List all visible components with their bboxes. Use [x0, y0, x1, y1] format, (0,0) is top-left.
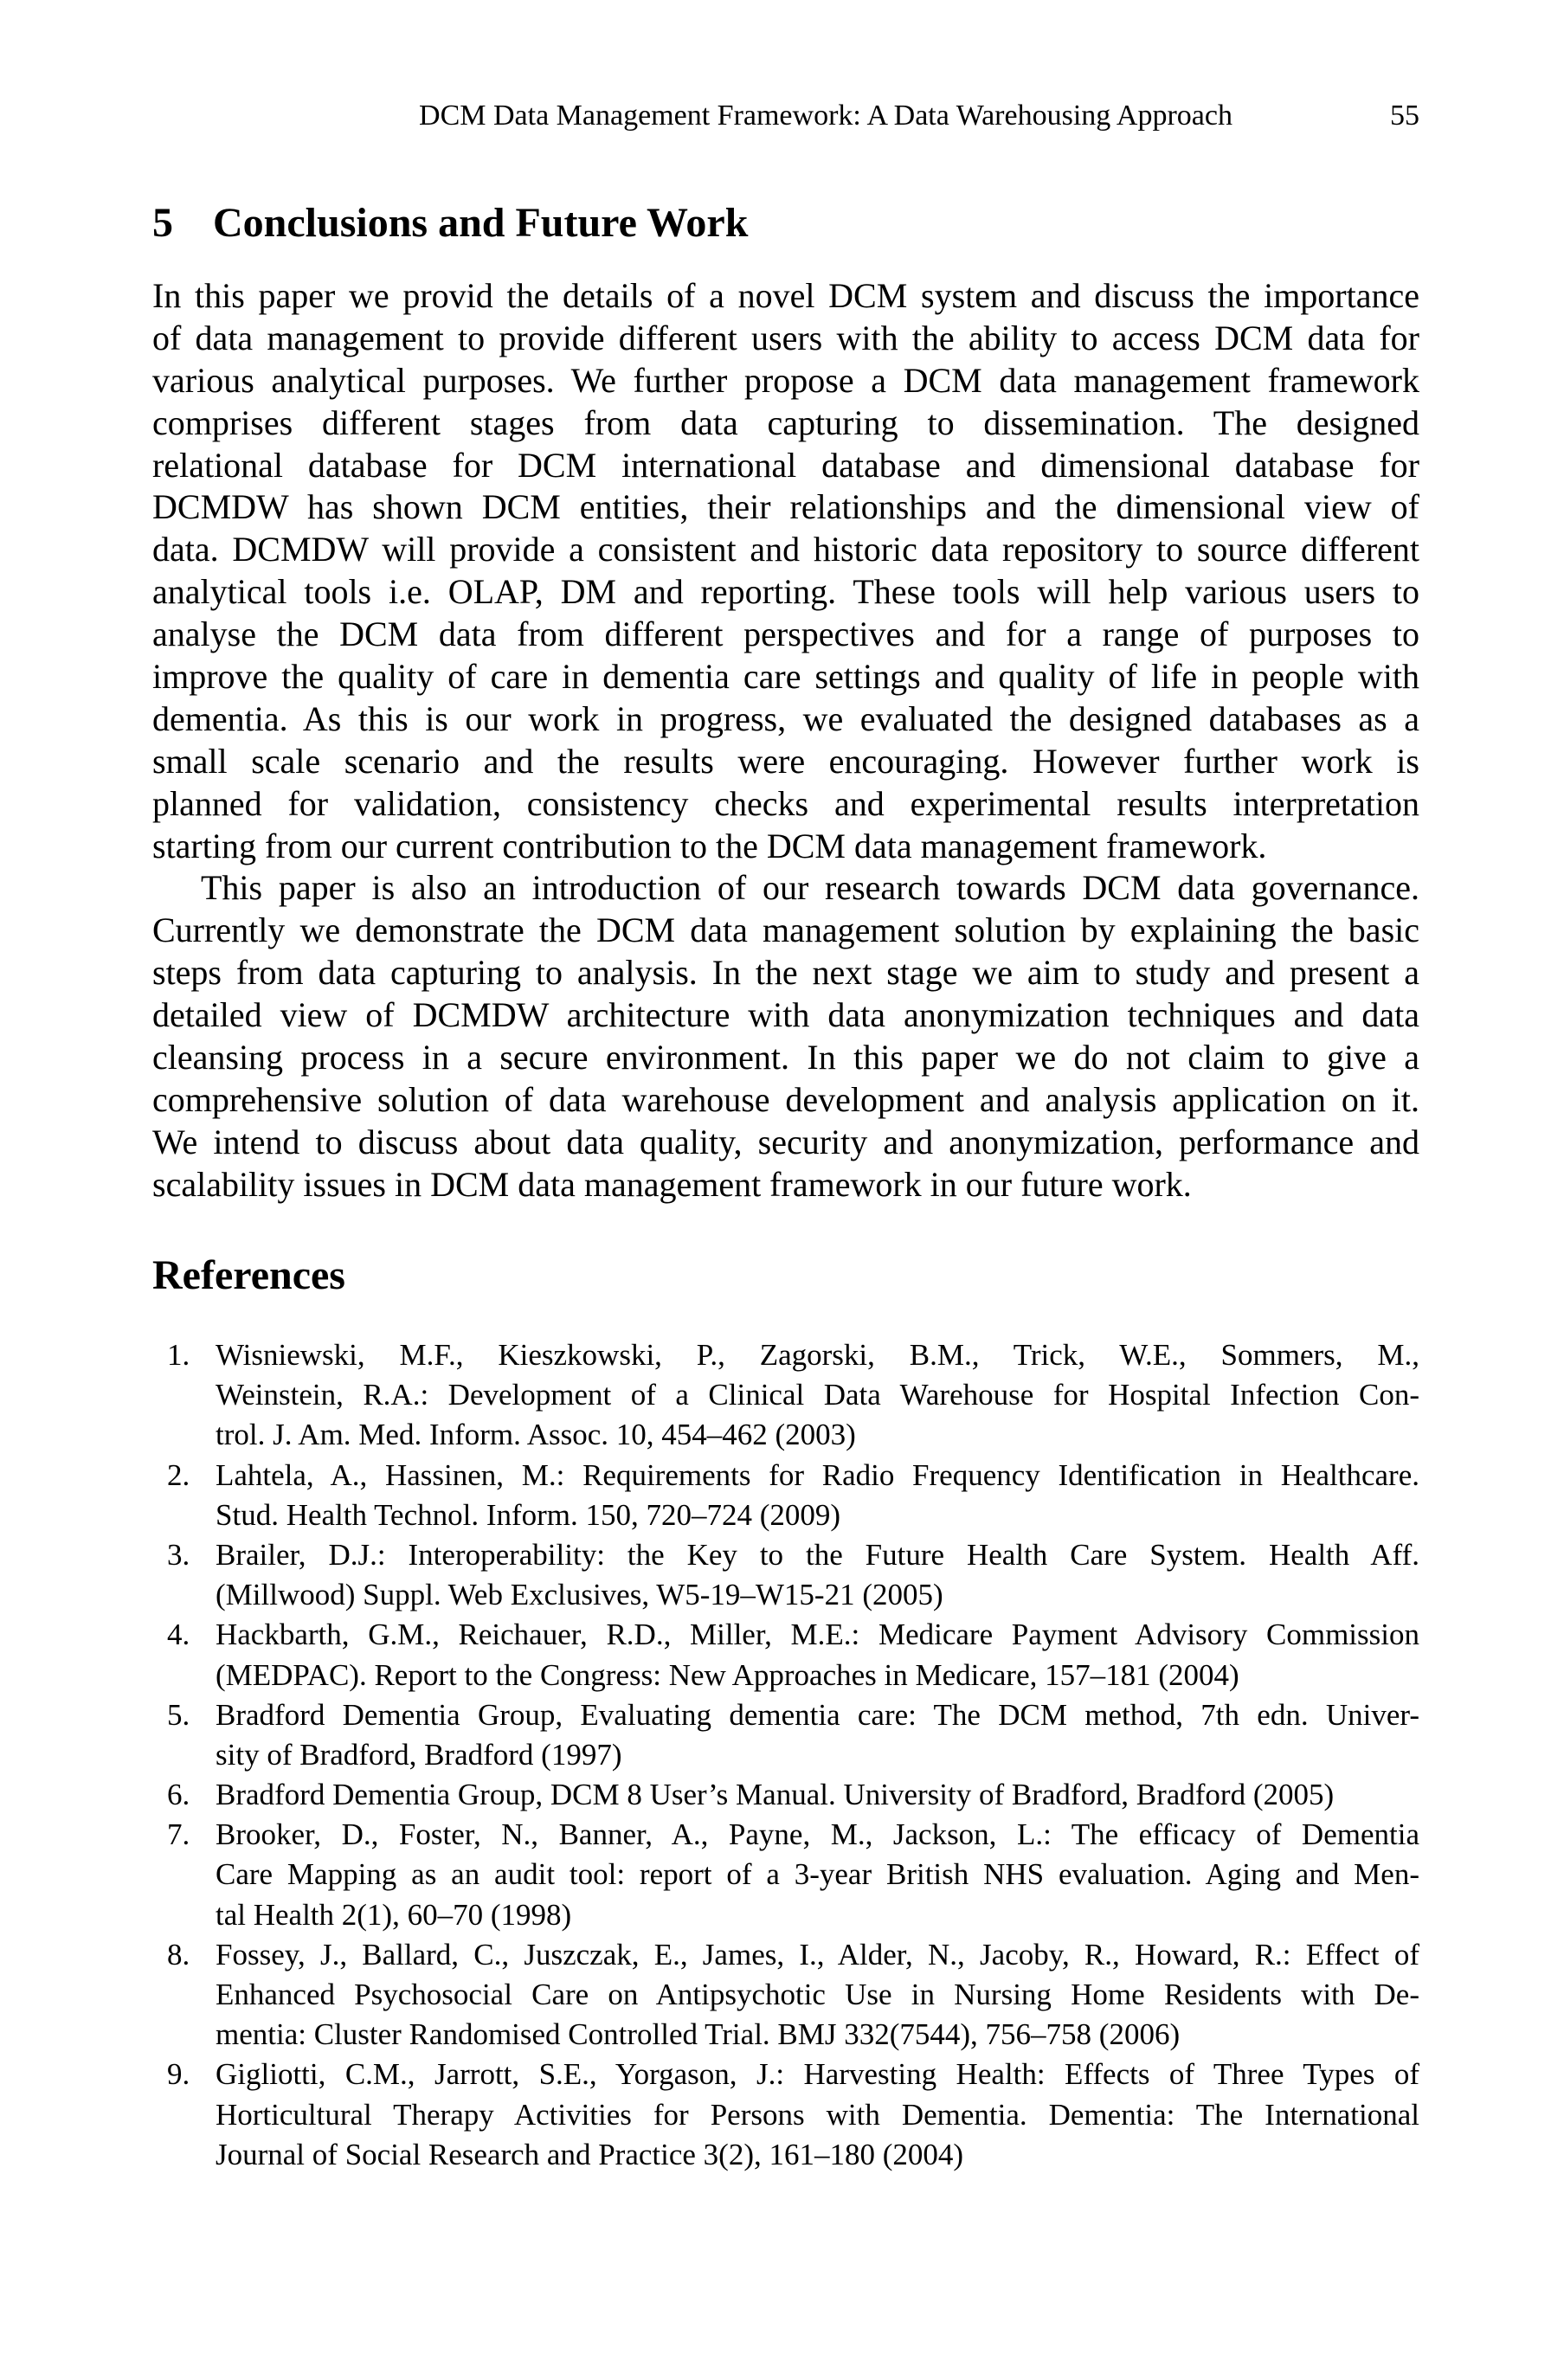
reference-text	[216, 1535, 1419, 1615]
reference-item	[152, 1935, 1419, 2055]
body-text	[152, 275, 1419, 1206]
reference-text	[216, 1335, 1419, 1456]
reference-text	[216, 1775, 1419, 1815]
text-line: Horticultural Therapy Activities for Persons with Dementia. Dementia: The International	[216, 2097, 1419, 2132]
text-line: In this paper we provid the details of a novel DCM system and discuss the importance	[152, 276, 1419, 315]
text-line: tal Health 2(1), 60–70 (1998)	[216, 1897, 572, 1932]
reference-text	[216, 2055, 1419, 2175]
text-line: Brooker, D., Foster, N., Banner, A., Payne, M., Jackson, L.: The efficacy of Dementia	[216, 1817, 1419, 1852]
section-heading	[152, 199, 1419, 248]
references-list	[152, 1335, 1419, 2175]
reference-item	[152, 1815, 1419, 1935]
reference-item	[152, 1456, 1419, 1535]
paragraph-2	[152, 867, 1419, 1206]
text-line: Bradford Dementia Group, DCM 8 User’s Manual. University of Bradford, Bradford (2005)	[216, 1778, 1335, 1812]
text-line: various analytical purposes. We further propose a DCM data management framework	[152, 360, 1419, 400]
reference-item	[152, 1775, 1419, 1815]
text-line: small scale scenario and the results were encouraging. However further work is	[152, 741, 1419, 781]
text-line: comprises different stages from data capturing to dissemination. The designed	[152, 402, 1419, 442]
text-line: DCMDW has shown DCM entities, their relationships and the dimensional view of	[152, 487, 1419, 527]
text-line: analytical tools i.e. OLAP, DM and reporting. These tools will help various users to	[152, 572, 1419, 612]
text-line: scalability issues in DCM data management framework in our future work.	[152, 1164, 1192, 1204]
text-line: Weinstein, R.A.: Development of a Clinical Data Warehouse for Hospital Infection Con-	[216, 1378, 1419, 1412]
reference-text	[216, 1935, 1419, 2055]
text-line: relational database for DCM international database and dimensional database for	[152, 445, 1419, 485]
reference-number: 2.	[167, 1457, 190, 1492]
text-line: comprehensive solution of data warehouse development and analysis application on it.	[152, 1079, 1419, 1119]
reference-text	[216, 1615, 1419, 1695]
reference-number: 6.	[167, 1778, 190, 1812]
text-line: dementia. As this is our work in progress, we evaluated the designed databases as a	[152, 698, 1419, 738]
text-line: Currently we demonstrate the DCM data management solution by explaining the basic	[152, 910, 1419, 950]
text-line: data. DCMDW will provide a consistent and historic data repository to source different	[152, 530, 1419, 569]
text-line: (MEDPAC). Report to the Congress: New Approaches in Medicare, 157–181 (2004)	[216, 1657, 1239, 1692]
reference-item	[152, 2055, 1419, 2175]
text-line: Care Mapping as an audit tool: report of a 3-year British NHS evaluation. Aging and Men-	[216, 1857, 1419, 1892]
section-number: 5	[152, 200, 173, 246]
text-line: planned for validation, consistency checks and experimental results interpretation	[152, 783, 1419, 823]
text-line: (Millwood) Suppl. Web Exclusives, W5-19–W15-21 (2005)	[216, 1578, 943, 1612]
reference-item	[152, 1695, 1419, 1775]
reference-number: 5.	[167, 1697, 190, 1732]
text-line: of data management to provide different users with the ability to access DCM data for	[152, 318, 1419, 357]
text-line: improve the quality of care in dementia care settings and quality of life in people with	[152, 657, 1419, 697]
reference-item	[152, 1615, 1419, 1695]
text-line: This paper is also an introduction of our research towards DCM data governance.	[201, 868, 1419, 908]
references-heading: References	[152, 1252, 345, 1298]
text-line: Enhanced Psychosocial Care on Antipsychotic Use in Nursing Home Residents with De-	[216, 1978, 1419, 2011]
text-line: mentia: Cluster Randomised Controlled Trial. BMJ 332(7544), 756–758 (2006)	[216, 2017, 1181, 2052]
text-line: sity of Bradford, Bradford (1997)	[216, 1737, 622, 1772]
reference-text	[216, 1695, 1419, 1775]
text-line: Fossey, J., Ballard, C., Juszczak, E., James, I., Alder, N., Jacoby, R., Howard, R.: Effect of	[216, 1937, 1419, 1972]
reference-text	[216, 1815, 1419, 1935]
running-head	[152, 98, 1419, 134]
reference-text	[216, 1456, 1419, 1535]
reference-item	[152, 1335, 1419, 1456]
paragraph-1	[152, 275, 1419, 867]
text-line: steps from data capturing to analysis. In the next stage we aim to study and present a	[152, 953, 1419, 993]
text-line: Lahtela, A., Hassinen, M.: Requirements for Radio Frequency Identification in Healthcare.	[216, 1457, 1419, 1492]
text-line: Hackbarth, G.M., Reichauer, R.D., Miller, M.E.: Medicare Payment Advisory Commission	[216, 1618, 1419, 1652]
text-line: Wisniewski, M.F., Kieszkowski, P., Zagorski, B.M., Trick, W.E., Sommers, M.,	[216, 1338, 1419, 1372]
running-head-title: DCM Data Management Framework: A Data Warehousing Approach	[419, 100, 1232, 132]
text-line: analyse the DCM data from different perspectives and for a range of purposes to	[152, 614, 1419, 654]
section-title: Conclusions and Future Work	[213, 200, 749, 246]
text-line: Brailer, D.J.: Interoperability: the Key to the Future Health Care System. Health Aff.	[216, 1537, 1419, 1572]
text-line: starting from our current contribution to the DCM data management framework.	[152, 826, 1267, 865]
text-line: We intend to discuss about data quality, security and anonymization, performance and	[152, 1122, 1419, 1161]
text-line: Journal of Social Research and Practice 3(2), 161–180 (2004)	[216, 2137, 964, 2171]
text-line: Gigliotti, C.M., Jarrott, S.E., Yorgason, J.: Harvesting Health: Effects of Three Types of	[216, 2057, 1419, 2092]
reference-number: 9.	[167, 2057, 190, 2092]
text-line: Bradford Dementia Group, Evaluating dementia care: The DCM method, 7th edn. Univer-	[216, 1697, 1419, 1732]
reference-item	[152, 1535, 1419, 1615]
reference-number: 8.	[167, 1937, 190, 1972]
reference-number: 1.	[167, 1338, 190, 1372]
reference-number: 4.	[167, 1618, 190, 1652]
text-line: cleansing process in a secure environment. In this paper we do not claim to give a	[152, 1038, 1419, 1077]
reference-number: 3.	[167, 1537, 190, 1572]
text-line: trol. J. Am. Med. Inform. Assoc. 10, 454–462 (2003)	[216, 1418, 856, 1452]
text-line: Stud. Health Technol. Inform. 150, 720–724 (2009)	[216, 1497, 841, 1532]
page-number: 55	[1390, 100, 1419, 132]
text-line: detailed view of DCMDW architecture with data anonymization techniques and data	[152, 995, 1419, 1035]
reference-number: 7.	[167, 1817, 190, 1852]
